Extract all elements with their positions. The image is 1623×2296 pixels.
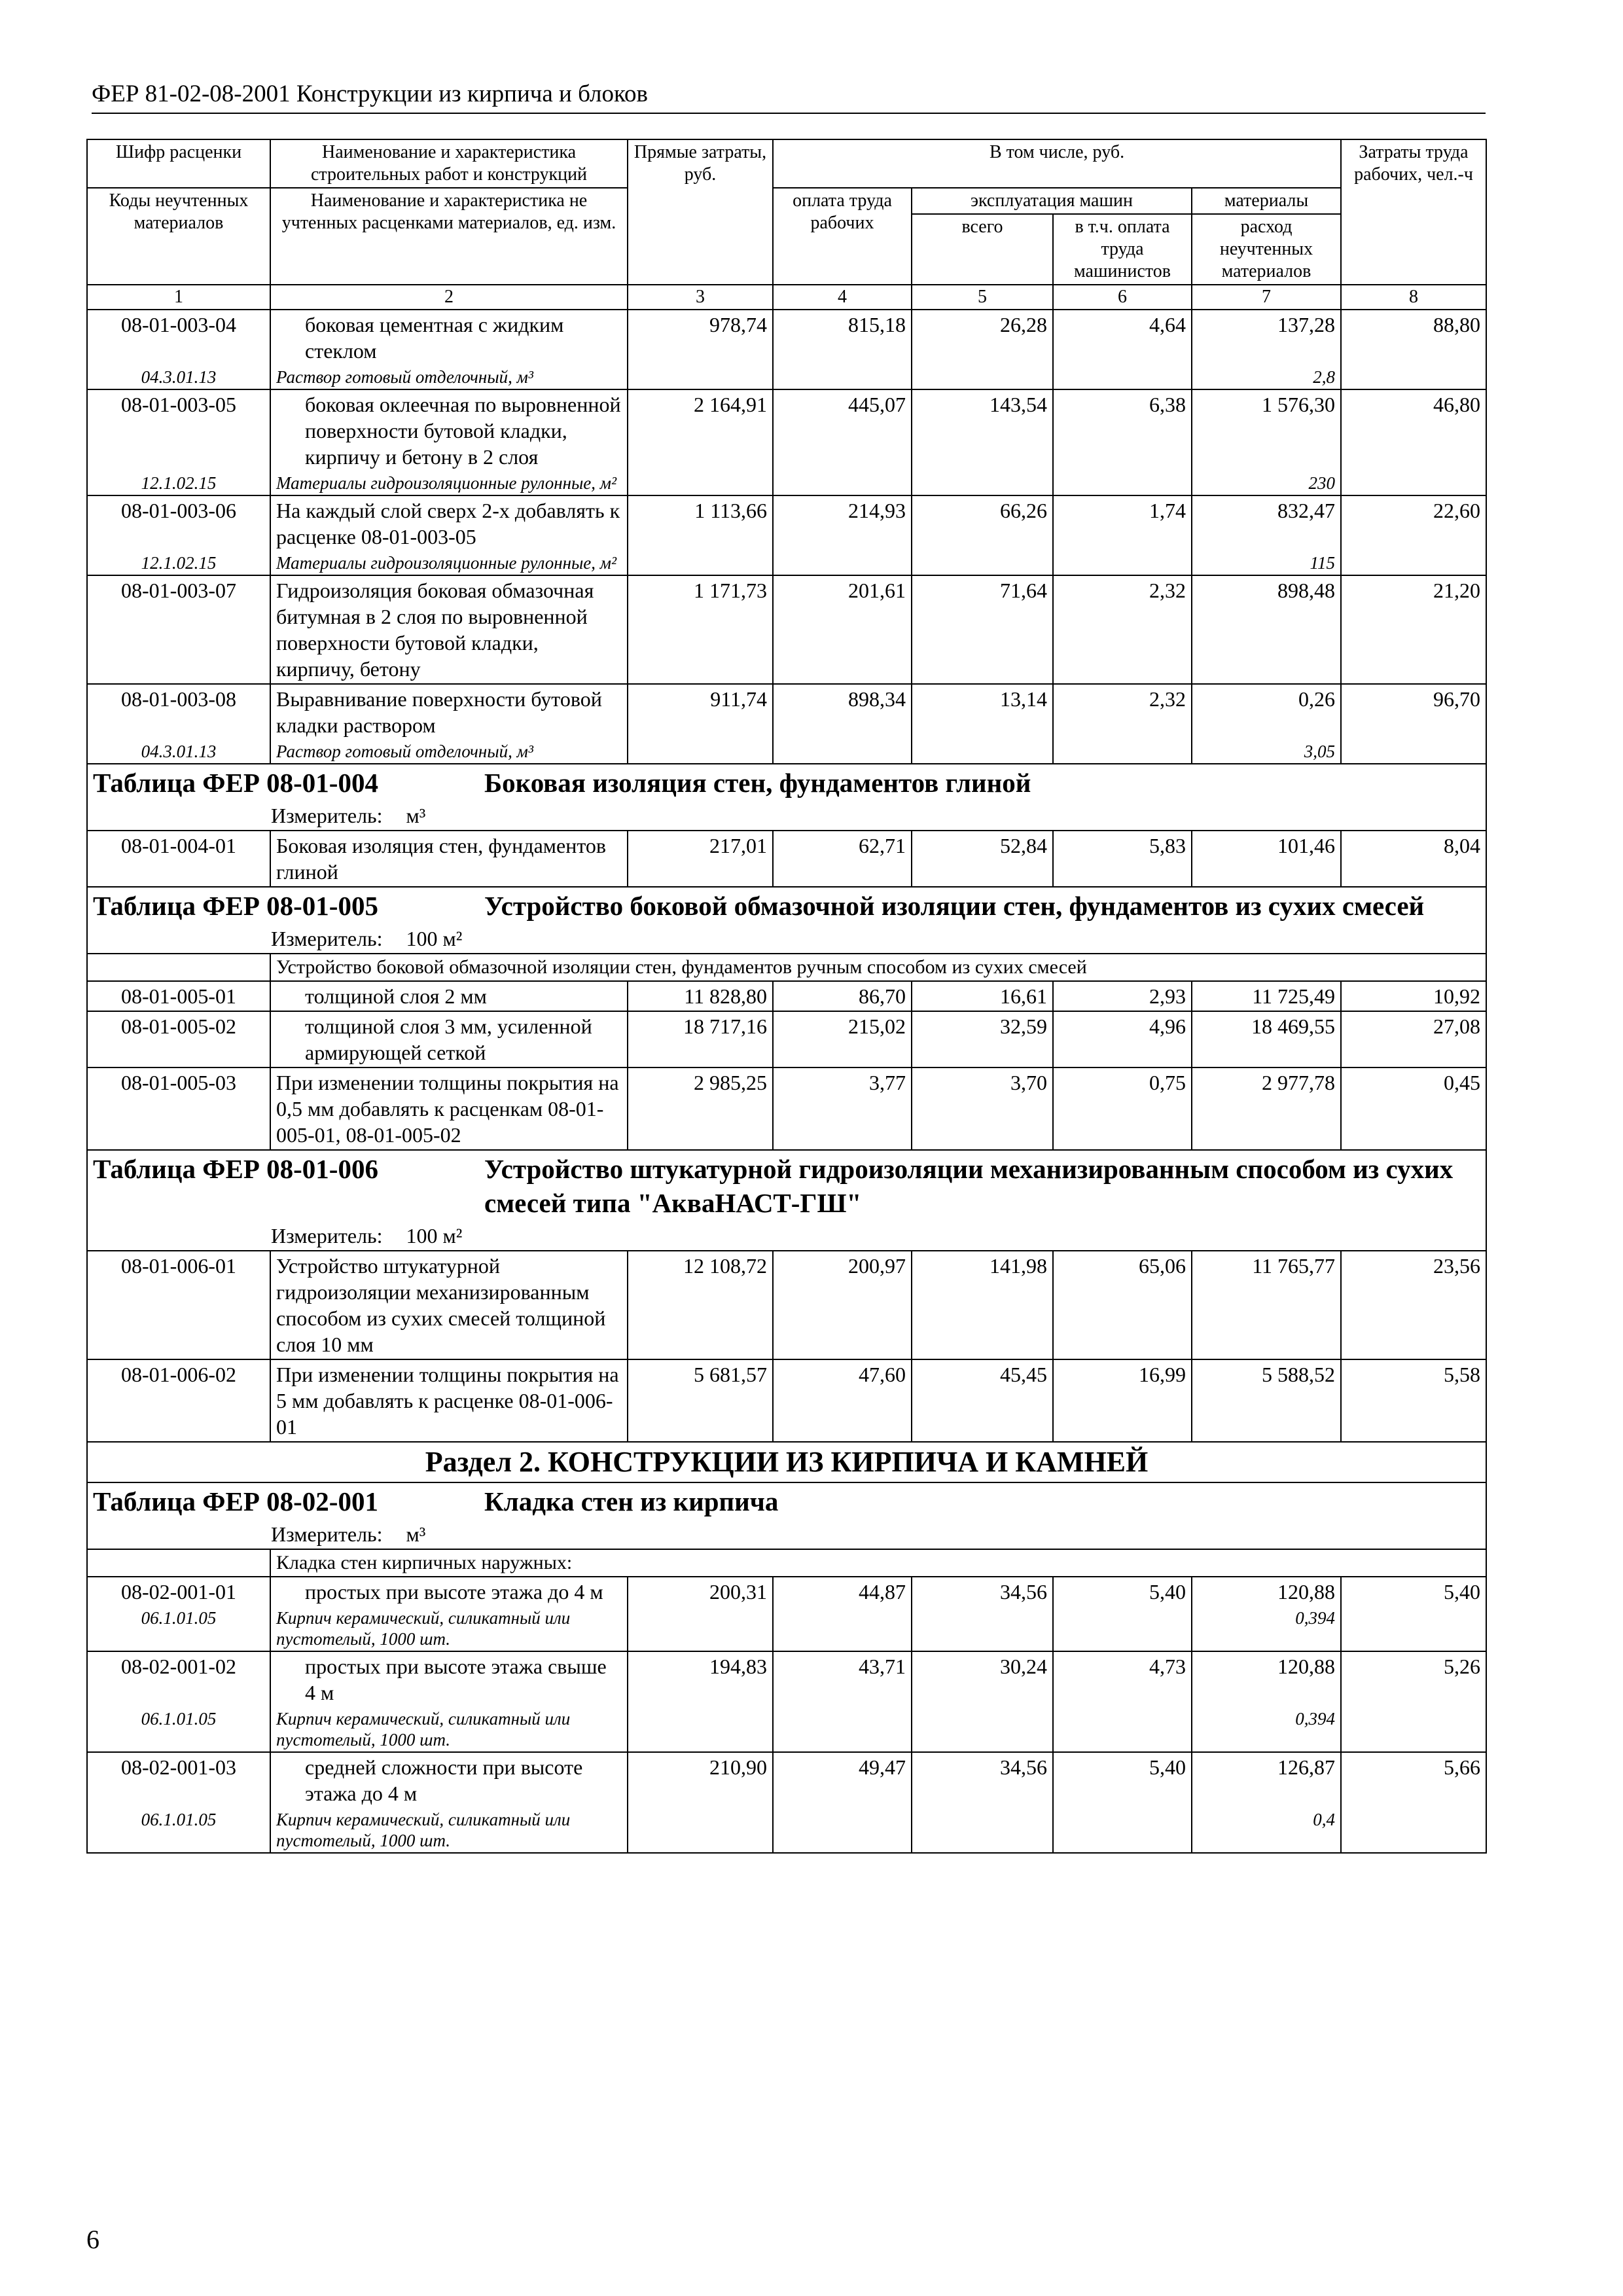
materials-cost: 120,88 bbox=[1192, 1651, 1341, 1707]
labor-hours: 96,70 bbox=[1341, 684, 1486, 764]
work-name: Боковая изоляция стен, фундаментов глиной bbox=[270, 831, 628, 887]
direct-cost: 911,74 bbox=[628, 684, 773, 764]
measure-unit: м³ bbox=[406, 1522, 426, 1546]
table-row bbox=[87, 1251, 1486, 1359]
rate-code: 08-01-003-04 bbox=[87, 310, 270, 365]
material-quantity: 0,394 bbox=[1192, 1707, 1341, 1752]
work-name: боковая оклеечная по выровненной поверхности бутовой кладки, кирпичу и бетону в 2 слоя bbox=[270, 389, 628, 471]
material-quantity: 115 bbox=[1192, 551, 1341, 575]
labor-pay: 214,93 bbox=[773, 495, 912, 575]
col3-header: Прямые затраты, руб. bbox=[628, 139, 773, 285]
col-number: 6 bbox=[1053, 285, 1192, 310]
machinist-pay: 1,74 bbox=[1053, 495, 1192, 575]
table-row bbox=[87, 575, 1486, 684]
table-row bbox=[87, 1577, 1486, 1606]
work-name: На каждый слой сверх 2-х добавлять к расценке 08-01-003-05 bbox=[270, 495, 628, 551]
materials-cost: 2 977,78 bbox=[1192, 1067, 1341, 1150]
measure-unit: 100 м² bbox=[406, 927, 463, 950]
col1-bottom-header: Коды неучтенных материалов bbox=[87, 188, 270, 285]
material-code: 12.1.02.15 bbox=[87, 551, 270, 575]
measure-label: Измеритель: bbox=[271, 804, 383, 827]
labor-hours: 8,04 bbox=[1341, 831, 1486, 887]
material-code: 04.3.01.13 bbox=[87, 365, 270, 389]
section-title: Раздел 2. КОНСТРУКЦИИ ИЗ КИРПИЧА И КАМНЕЙ bbox=[87, 1442, 1486, 1482]
labor-pay: 898,34 bbox=[773, 684, 912, 764]
machines-total: 52,84 bbox=[912, 831, 1053, 887]
col5-header: всего bbox=[912, 214, 1053, 285]
materials-header: материалы bbox=[1192, 188, 1341, 214]
measure-row bbox=[87, 801, 1486, 831]
labor-hours: 5,66 bbox=[1341, 1752, 1486, 1853]
material-code: 04.3.01.13 bbox=[87, 740, 270, 764]
col8-header: Затраты труда рабочих, чел.-ч bbox=[1341, 139, 1486, 285]
header-row-2 bbox=[87, 188, 1486, 214]
labor-hours: 46,80 bbox=[1341, 389, 1486, 495]
machines-total: 26,28 bbox=[912, 310, 1053, 389]
materials-cost: 137,28 bbox=[1192, 310, 1341, 365]
rate-code: 08-02-001-03 bbox=[87, 1752, 270, 1808]
table-title-row bbox=[87, 764, 1486, 801]
col-number: 2 bbox=[270, 285, 628, 310]
column-numbers-row bbox=[87, 285, 1486, 310]
machinist-pay: 4,96 bbox=[1053, 1011, 1192, 1067]
labor-pay: 43,71 bbox=[773, 1651, 912, 1752]
work-name: Гидроизоляция боковая обмазочная битумная в 2 слоя по выровненной поверхности бутовой кладки, кирпичу, бетону bbox=[270, 575, 628, 684]
machinist-pay: 16,99 bbox=[1053, 1359, 1192, 1442]
subheading-row bbox=[87, 954, 1486, 981]
measure-row bbox=[87, 1520, 1486, 1549]
labor-hours: 21,20 bbox=[1341, 575, 1486, 684]
work-name: При изменении толщины покрытия на 5 мм добавлять к расценке 08-01-006-01 bbox=[270, 1359, 628, 1442]
table-row bbox=[87, 389, 1486, 471]
work-name: боковая цементная с жидким стеклом bbox=[270, 310, 628, 365]
table-title bbox=[87, 764, 1486, 801]
table-row bbox=[87, 1011, 1486, 1067]
labor-pay: 200,97 bbox=[773, 1251, 912, 1359]
measure-label: Измеритель: bbox=[271, 927, 383, 950]
direct-cost: 194,83 bbox=[628, 1651, 773, 1752]
machinist-pay: 5,40 bbox=[1053, 1577, 1192, 1651]
measure-label: Измеритель: bbox=[271, 1522, 383, 1546]
materials-cost: 832,47 bbox=[1192, 495, 1341, 551]
material-quantity: 0,394 bbox=[1192, 1606, 1341, 1651]
materials-cost: 0,26 bbox=[1192, 684, 1341, 740]
col-number: 3 bbox=[628, 285, 773, 310]
table-row bbox=[87, 1067, 1486, 1150]
table-row bbox=[87, 495, 1486, 551]
machines-total: 71,64 bbox=[912, 575, 1053, 684]
col-number: 5 bbox=[912, 285, 1053, 310]
materials-cost: 126,87 bbox=[1192, 1752, 1341, 1808]
machines-total: 13,14 bbox=[912, 684, 1053, 764]
incl-header: В том числе, руб. bbox=[773, 139, 1341, 188]
rate-code: 08-01-003-08 bbox=[87, 684, 270, 740]
labor-pay: 49,47 bbox=[773, 1752, 912, 1853]
col7-header: расход неучтенных материалов bbox=[1192, 214, 1341, 285]
rate-code: 08-01-005-03 bbox=[87, 1067, 270, 1150]
rate-code: 08-01-005-01 bbox=[87, 981, 270, 1011]
machines-total: 34,56 bbox=[912, 1752, 1053, 1853]
table-id: Таблица ФЕР 08-01-004 bbox=[93, 768, 378, 798]
work-name: толщиной слоя 2 мм bbox=[270, 981, 628, 1011]
measure-unit: 100 м² bbox=[406, 1224, 463, 1247]
material-quantity: 230 bbox=[1192, 471, 1341, 495]
machinist-pay: 2,32 bbox=[1053, 684, 1192, 764]
machines-header: эксплуатация машин bbox=[912, 188, 1192, 214]
measure-row bbox=[87, 924, 1486, 954]
labor-pay: 47,60 bbox=[773, 1359, 912, 1442]
materials-cost: 11 725,49 bbox=[1192, 981, 1341, 1011]
materials-cost: 1 576,30 bbox=[1192, 389, 1341, 471]
direct-cost: 200,31 bbox=[628, 1577, 773, 1651]
table-row bbox=[87, 831, 1486, 887]
subheading: Устройство боковой обмазочной изоляции стен, фундаментов ручным способом из сухих смесей bbox=[270, 954, 1486, 981]
machines-total: 66,26 bbox=[912, 495, 1053, 575]
machinist-pay: 0,75 bbox=[1053, 1067, 1192, 1150]
measure bbox=[87, 924, 1486, 954]
labor-hours: 5,26 bbox=[1341, 1651, 1486, 1752]
direct-cost: 217,01 bbox=[628, 831, 773, 887]
labor-pay: 445,07 bbox=[773, 389, 912, 495]
header-row-1 bbox=[87, 139, 1486, 188]
table-name: Кладка стен из кирпича bbox=[484, 1486, 779, 1516]
labor-hours: 5,40 bbox=[1341, 1577, 1486, 1651]
table-name: Устройство боковой обмазочной изоляции стен, фундаментов из сухих смесей bbox=[484, 891, 1425, 921]
material-code: 12.1.02.15 bbox=[87, 471, 270, 495]
measure bbox=[87, 1221, 1486, 1251]
table-title-row bbox=[87, 887, 1486, 924]
materials-cost: 5 588,52 bbox=[1192, 1359, 1341, 1442]
material-name: Кирпич керамический, силикатный или пустотелый, 1000 шт. bbox=[270, 1808, 628, 1853]
direct-cost: 1 113,66 bbox=[628, 495, 773, 575]
material-name: Раствор готовый отделочный, м³ bbox=[270, 365, 628, 389]
material-quantity: 2,8 bbox=[1192, 365, 1341, 389]
table-id: Таблица ФЕР 08-01-005 bbox=[93, 891, 378, 921]
direct-cost: 12 108,72 bbox=[628, 1251, 773, 1359]
rate-code: 08-01-003-07 bbox=[87, 575, 270, 684]
machines-total: 3,70 bbox=[912, 1067, 1053, 1150]
rate-code: 08-01-003-05 bbox=[87, 389, 270, 471]
col-number: 8 bbox=[1341, 285, 1486, 310]
machines-total: 16,61 bbox=[912, 981, 1053, 1011]
table-title-row bbox=[87, 1150, 1486, 1221]
machinist-pay: 2,93 bbox=[1053, 981, 1192, 1011]
col2-top-header: Наименование и характеристика строительных работ и конструкций bbox=[270, 139, 628, 188]
price-table bbox=[86, 139, 1487, 1854]
machines-total: 32,59 bbox=[912, 1011, 1053, 1067]
col2-bottom-header: Наименование и характеристика не учтенных расценками материалов, ед. изм. bbox=[270, 188, 628, 285]
work-name: При изменении толщины покрытия на 0,5 мм добавлять к расценкам 08-01-005-01, 08-01-005-02 bbox=[270, 1067, 628, 1150]
material-name: Кирпич керамический, силикатный или пустотелый, 1000 шт. bbox=[270, 1606, 628, 1651]
table-name: Устройство штукатурной гидроизоляции механизированным способом из сухих смесей типа "АкваНАСТ-ГШ" bbox=[484, 1154, 1454, 1218]
table-name: Боковая изоляция стен, фундаментов глиной bbox=[484, 768, 1031, 798]
rate-code: 08-01-004-01 bbox=[87, 831, 270, 887]
work-name: простых при высоте этажа до 4 м bbox=[270, 1577, 628, 1606]
machinist-pay: 2,32 bbox=[1053, 575, 1192, 684]
subheading-spacer bbox=[87, 1549, 270, 1577]
subheading-row bbox=[87, 1549, 1486, 1577]
labor-pay: 86,70 bbox=[773, 981, 912, 1011]
rate-code: 08-01-005-02 bbox=[87, 1011, 270, 1067]
materials-cost: 120,88 bbox=[1192, 1577, 1341, 1606]
machines-total: 30,24 bbox=[912, 1651, 1053, 1752]
measure bbox=[87, 801, 1486, 831]
work-name: Устройство штукатурной гидроизоляции механизированным способом из сухих смесей толщиной слоя 10 мм bbox=[270, 1251, 628, 1359]
machines-total: 143,54 bbox=[912, 389, 1053, 495]
machines-total: 45,45 bbox=[912, 1359, 1053, 1442]
machines-total: 34,56 bbox=[912, 1577, 1053, 1651]
work-name: простых при высоте этажа свыше 4 м bbox=[270, 1651, 628, 1707]
material-code: 06.1.01.05 bbox=[87, 1606, 270, 1651]
material-code: 06.1.01.05 bbox=[87, 1707, 270, 1752]
rate-code: 08-01-006-01 bbox=[87, 1251, 270, 1359]
labor-pay: 62,71 bbox=[773, 831, 912, 887]
direct-cost: 11 828,80 bbox=[628, 981, 773, 1011]
material-quantity: 3,05 bbox=[1192, 740, 1341, 764]
col1-top-header: Шифр расценки bbox=[87, 139, 270, 188]
page-header: ФЕР 81-02-08-2001 Конструкции из кирпича и блоков bbox=[92, 80, 1486, 114]
labor-pay: 44,87 bbox=[773, 1577, 912, 1651]
col6-header: в т.ч. оплата труда машинистов bbox=[1053, 214, 1192, 285]
work-name: Выравнивание поверхности бутовой кладки раствором bbox=[270, 684, 628, 740]
page-number: 6 bbox=[86, 2225, 99, 2254]
col4-header: оплата труда рабочих bbox=[773, 188, 912, 285]
material-name: Материалы гидроизоляционные рулонные, м² bbox=[270, 551, 628, 575]
col-number: 4 bbox=[773, 285, 912, 310]
labor-hours: 23,56 bbox=[1341, 1251, 1486, 1359]
direct-cost: 1 171,73 bbox=[628, 575, 773, 684]
section-row bbox=[87, 1442, 1486, 1482]
labor-hours: 0,45 bbox=[1341, 1067, 1486, 1150]
table-title bbox=[87, 887, 1486, 924]
labor-pay: 3,77 bbox=[773, 1067, 912, 1150]
table-row bbox=[87, 684, 1486, 740]
machinist-pay: 5,83 bbox=[1053, 831, 1192, 887]
table-id: Таблица ФЕР 08-01-006 bbox=[93, 1154, 378, 1184]
table-title bbox=[87, 1150, 1486, 1221]
machinist-pay: 4,73 bbox=[1053, 1651, 1192, 1752]
direct-cost: 2 164,91 bbox=[628, 389, 773, 495]
material-name: Кирпич керамический, силикатный или пустотелый, 1000 шт. bbox=[270, 1707, 628, 1752]
labor-pay: 201,61 bbox=[773, 575, 912, 684]
labor-hours: 88,80 bbox=[1341, 310, 1486, 389]
rate-code: 08-01-003-06 bbox=[87, 495, 270, 551]
measure-unit: м³ bbox=[406, 804, 426, 827]
direct-cost: 18 717,16 bbox=[628, 1011, 773, 1067]
machinist-pay: 4,64 bbox=[1053, 310, 1192, 389]
rate-code: 08-01-006-02 bbox=[87, 1359, 270, 1442]
table-title-row bbox=[87, 1482, 1486, 1520]
labor-hours: 27,08 bbox=[1341, 1011, 1486, 1067]
machinist-pay: 65,06 bbox=[1053, 1251, 1192, 1359]
direct-cost: 210,90 bbox=[628, 1752, 773, 1853]
table-id: Таблица ФЕР 08-02-001 bbox=[93, 1486, 378, 1516]
direct-cost: 2 985,25 bbox=[628, 1067, 773, 1150]
material-name: Раствор готовый отделочный, м³ bbox=[270, 740, 628, 764]
subheading: Кладка стен кирпичных наружных: bbox=[270, 1549, 1486, 1577]
material-quantity: 0,4 bbox=[1192, 1808, 1341, 1853]
materials-cost: 18 469,55 bbox=[1192, 1011, 1341, 1067]
col-number: 1 bbox=[87, 285, 270, 310]
table-row bbox=[87, 1359, 1486, 1442]
subheading-spacer bbox=[87, 954, 270, 981]
materials-cost: 898,48 bbox=[1192, 575, 1341, 684]
machinist-pay: 6,38 bbox=[1053, 389, 1192, 495]
table-row bbox=[87, 1752, 1486, 1808]
labor-pay: 815,18 bbox=[773, 310, 912, 389]
measure-label: Измеритель: bbox=[271, 1224, 383, 1247]
work-name: толщиной слоя 3 мм, усиленной армирующей сеткой bbox=[270, 1011, 628, 1067]
materials-cost: 101,46 bbox=[1192, 831, 1341, 887]
labor-pay: 215,02 bbox=[773, 1011, 912, 1067]
rate-code: 08-02-001-02 bbox=[87, 1651, 270, 1707]
table-row bbox=[87, 1651, 1486, 1707]
table-row bbox=[87, 981, 1486, 1011]
material-name: Материалы гидроизоляционные рулонные, м² bbox=[270, 471, 628, 495]
table-row bbox=[87, 310, 1486, 365]
materials-cost: 11 765,77 bbox=[1192, 1251, 1341, 1359]
table-title bbox=[87, 1482, 1486, 1520]
work-name: средней сложности при высоте этажа до 4 м bbox=[270, 1752, 628, 1808]
labor-hours: 22,60 bbox=[1341, 495, 1486, 575]
measure bbox=[87, 1520, 1486, 1549]
direct-cost: 5 681,57 bbox=[628, 1359, 773, 1442]
col-number: 7 bbox=[1192, 285, 1341, 310]
measure-row bbox=[87, 1221, 1486, 1251]
material-code: 06.1.01.05 bbox=[87, 1808, 270, 1853]
labor-hours: 5,58 bbox=[1341, 1359, 1486, 1442]
table-body bbox=[87, 139, 1486, 1853]
direct-cost: 978,74 bbox=[628, 310, 773, 389]
rate-code: 08-02-001-01 bbox=[87, 1577, 270, 1606]
machines-total: 141,98 bbox=[912, 1251, 1053, 1359]
machinist-pay: 5,40 bbox=[1053, 1752, 1192, 1853]
labor-hours: 10,92 bbox=[1341, 981, 1486, 1011]
